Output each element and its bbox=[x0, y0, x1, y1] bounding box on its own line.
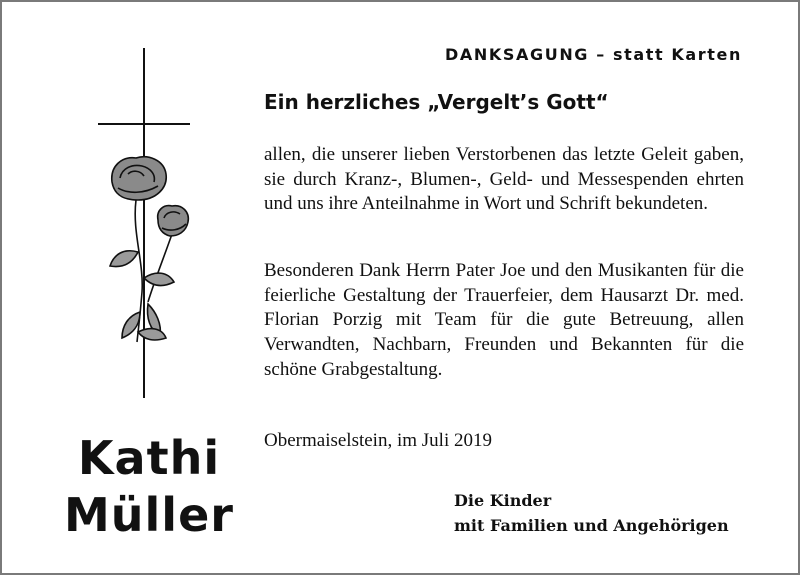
signature-block bbox=[454, 488, 729, 538]
notice-header: DANKSAGUNG – statt Karten bbox=[445, 45, 742, 64]
notice-headline: Ein herzliches „Vergelt’s Gott“ bbox=[264, 90, 609, 114]
place-and-date: Obermaiselstein, im Juli 2019 bbox=[264, 430, 492, 451]
deceased-last-name: Müller bbox=[64, 488, 234, 542]
cross-with-roses-illustration bbox=[92, 42, 202, 402]
signature-line-2: mit Familien und Angehörigen bbox=[454, 516, 729, 535]
rose-icon bbox=[110, 157, 188, 342]
deceased-first-name: Kathi bbox=[77, 431, 221, 485]
thanks-paragraph: allen, die unserer lieben Verstorbenen das letzte Geleit gaben, sie durch Kranz-, Blumen-, Geld- und Messespenden ehrten und uns ihre Anteilnahme in Wort und Schrift bekundeten. bbox=[264, 144, 744, 215]
special-thanks-paragraph: Besonderen Dank Herrn Pater Joe und den Musikanten für die feierliche Gestaltung der Trauerfeier, dem Hausarzt Dr. med. Florian Porzig mit Team für die gute Betreuung, allen Verwandten, Nachbarn, Freunden und Bekannten für die schöne Grabgestaltung. bbox=[264, 260, 744, 380]
signature-line-1: Die Kinder bbox=[454, 491, 552, 510]
